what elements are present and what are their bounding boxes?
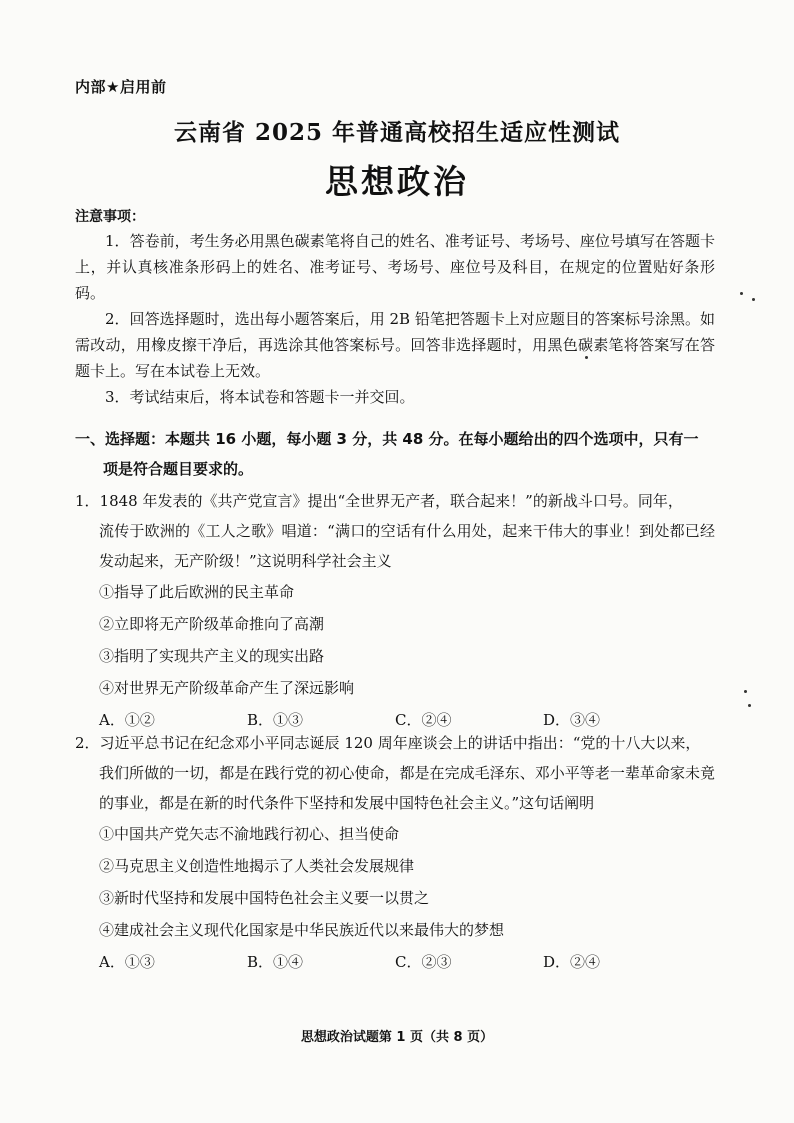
page-footer: 思想政治试题第 1 页（共 8 页） — [300, 1030, 494, 1045]
option-item: ②立即将无产阶级革命推向了高潮 — [99, 615, 325, 633]
section-heading — [75, 424, 715, 484]
question-stem-rest: 我们所做的一切，都是在践行党的初心使命，都是在完成毛泽东、邓小平等老一辈革命家未竟的事业，都是在新的时代条件下坚持和发展中国特色社会主义。”这句话阐明 — [99, 764, 715, 812]
question-number: 1． — [75, 492, 100, 510]
choice-b: B．①③ — [247, 711, 304, 729]
option-item: ③指明了实现共产主义的现实出路 — [99, 647, 325, 665]
question-stem — [75, 486, 715, 576]
subject-title: 思想政治 — [325, 162, 469, 201]
question-2 — [75, 728, 715, 978]
section-heading-line1: 一、选择题：本题共 16 小题，每小题 3 分，共 48 分。在每小题给出的四个选项中，只有一 — [75, 430, 699, 448]
choice-c: C．②③ — [395, 953, 452, 971]
choice-a: A．①③ — [99, 953, 155, 971]
question-stem — [75, 728, 715, 818]
option-item: ③新时代坚持和发展中国特色社会主义要一以贯之 — [99, 889, 430, 907]
option-item: ④建成社会主义现代化国家是中华民族近代以来最伟大的梦想 — [99, 921, 505, 939]
notes-heading: 注意事项： — [75, 209, 145, 225]
question-stem-first: 习近平总书记在纪念邓小平同志诞辰 120 周年座谈会上的讲话中指出：“党的十八大以来， — [99, 734, 701, 752]
answer-choices — [75, 946, 715, 978]
scan-speck — [748, 704, 751, 707]
note-item: 3．考试结束后，将本试卷和答题卡一并交回。 — [105, 388, 415, 406]
option-item: ①指导了此后欧洲的民主革命 — [99, 583, 295, 601]
scan-speck — [744, 690, 747, 693]
notes-list — [75, 228, 715, 410]
question-1 — [75, 486, 715, 736]
confidential-mark: 内部★启用前 — [75, 78, 167, 96]
choice-d: D．②④ — [543, 953, 601, 971]
question-stem-rest: 流传于欧洲的《工人之歌》唱道：“满口的空话有什么用处，起来干伟大的事业！到处都已经发动起来，无产阶级！”这说明科学社会主义 — [99, 522, 715, 570]
option-item: ④对世界无产阶级革命产生了深远影响 — [99, 679, 355, 697]
scan-speck — [752, 298, 755, 301]
note-item: 2．回答选择题时，选出每小题答案后，用 2B 铅笔把答题卡上对应题目的答案标号涂黑。如需改动，用橡皮擦干净后，再选涂其他答案标号。回答非选择题时，用黑色碳素笔将答案写在答题卡上。写在本试卷上无效。 — [75, 310, 715, 380]
note-item: 1．答卷前，考生务必用黑色碳素笔将自己的姓名、准考证号、考场号、座位号填写在答题卡上，并认真核准条形码上的姓名、准考证号、考场号、座位号及科目，在规定的位置贴好条形码。 — [75, 232, 715, 302]
option-item: ①中国共产党矢志不渝地践行初心、担当使命 — [99, 825, 400, 843]
choice-a: A．①② — [99, 711, 155, 729]
section-heading-line2: 项是符合题目要求的。 — [103, 460, 254, 478]
option-item: ②马克思主义创造性地揭示了人类社会发展规律 — [99, 857, 415, 875]
scan-speck — [740, 292, 743, 295]
exam-title: 云南省 2025 年普通高校招生适应性测试 — [173, 119, 621, 146]
scan-speck — [585, 356, 588, 359]
choice-d: D．③④ — [543, 711, 601, 729]
choice-c: C．②④ — [395, 711, 452, 729]
choice-b: B．①④ — [247, 953, 304, 971]
question-stem-first: 1848 年发表的《共产党宣言》提出“全世界无产者，联合起来！”的新战斗口号。同年， — [99, 492, 683, 510]
question-number: 2． — [75, 734, 100, 752]
